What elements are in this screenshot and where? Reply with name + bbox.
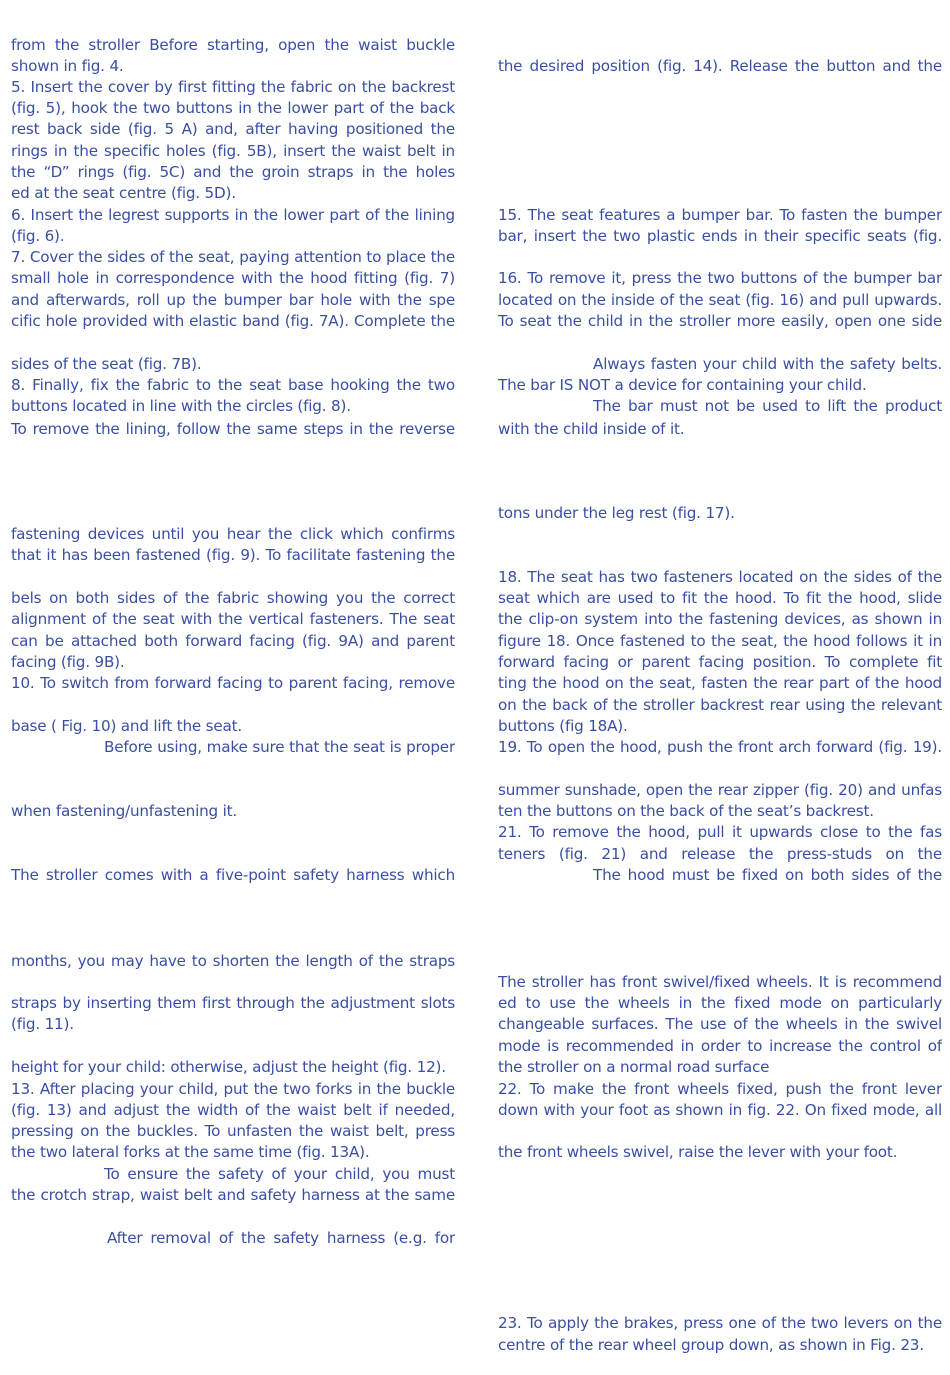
text-line: centre of the rear wheel group down, as shown in Fig. 23. [498,1336,924,1354]
text-line: 10. To switch from forward facing to parent facing, remove [11,674,455,692]
text-line: bels on both sides of the fabric showing you the correct [11,589,455,607]
text-line: buttons (fig 18A). [498,717,628,735]
text-line: the stroller on a normal road surface [498,1058,770,1076]
text-line: tons under the leg rest (fig. 17). [498,504,735,522]
text-line: alignment of the seat with the vertical fasteners. The seat [11,610,455,628]
text-line: ten the buttons on the back of the seat’s backrest. [498,802,874,820]
text-line: mode is recommended in order to increase the control of [498,1037,942,1055]
warning-line: Always fasten your child with the safety belts. [593,355,942,373]
text-line: 19. To open the hood, push the front arch forward (fig. 19). [498,738,942,756]
text-line: the clip-on system into the fastening devices, as shown in [498,610,942,628]
text-line: seat which are used to fit the hood. To fit the hood, slide [498,589,942,607]
text-line: (fig. 13) and adjust the width of the waist belt if needed, [11,1101,455,1119]
text-line: cific hole provided with elastic band (fig. 7A). Complete the [11,312,455,330]
text-line: The stroller has front swivel/fixed wheels. It is recommend [498,973,942,991]
text-line: 5. Insert the cover by first fitting the fabric on the backrest [11,78,455,96]
text-line: (fig. 6). [11,227,65,245]
text-line: ed at the seat centre (fig. 5D). [11,184,236,202]
warning-line: To ensure the safety of your child, you must [104,1165,455,1183]
text-line: figure 18. Once fastened to the seat, the hood follows it in [498,632,942,650]
text-line: can be attached both forward facing (fig. 9A) and parent [11,632,455,650]
text-line: months, you may have to shorten the length of the straps [11,952,455,970]
text-line: the two lateral forks at the same time (fig. 13A). [11,1143,370,1161]
text-line: with the child inside of it. [498,420,685,438]
text-line: To remove the lining, follow the same steps in the reverse [11,420,455,438]
text-line: the front wheels swivel, raise the lever with your foot. [498,1143,898,1161]
text-line: when fastening/unfastening it. [11,802,237,820]
text-line: 18. The seat has two fasteners located on the sides of the [498,568,942,586]
warning-line: The bar must not be used to lift the product [593,397,942,415]
text-line: on the back of the stroller backrest rear using the relevant [498,696,942,714]
text-line: buttons located in line with the circles (fig. 8). [11,397,351,415]
text-line: 21. To remove the hood, pull it upwards close to the fas [498,823,942,841]
text-line: shown in fig. 4. [11,57,124,75]
text-line: facing (fig. 9B). [11,653,125,671]
warning-line: After removal of the safety harness (e.g. for [107,1229,455,1247]
text-line: pressing on the buckles. To unfasten the waist belt, press [11,1122,455,1140]
text-line: bar, insert the two plastic ends in their specific seats (fig. [498,227,942,245]
text-line: (fig. 11). [11,1015,74,1033]
text-line: changeable surfaces. The use of the wheels in the swivel [498,1015,942,1033]
text-line: 8. Finally, fix the fabric to the seat base hooking the two [11,376,455,394]
text-line: base ( Fig. 10) and lift the seat. [11,717,243,735]
text-line: the desired position (fig. 14). Release the button and the [498,57,942,75]
text-line: teners (fig. 21) and release the press-studs on the [498,845,942,863]
warning-line: Before using, make sure that the seat is proper [104,738,455,756]
text-line: forward facing or parent facing position. To complete fit [498,653,942,671]
text-line: 15. The seat features a bumper bar. To fasten the bumper [498,206,942,224]
text-line: ting the hood on the seat, fasten the rear part of the hood [498,674,942,692]
text-line: (fig. 5), hook the two buttons in the lower part of the back [11,99,455,117]
warning-line: The hood must be fixed on both sides of the [593,866,942,884]
text-line: The stroller comes with a five-point safety harness which [11,866,455,884]
text-line: small hole in correspondence with the hood fitting (fig. 7) [11,269,455,287]
text-line: 16. To remove it, press the two buttons of the bumper bar [498,269,942,287]
text-line: the “D” rings (fig. 5C) and the groin straps in the holes [11,163,455,181]
text-line: that it has been fastened (fig. 9). To facilitate fastening the [11,546,455,564]
text-line: fastening devices until you hear the click which confirms [11,525,455,543]
text-line: from the stroller Before starting, open the waist buckle [11,36,455,54]
text-line: ed to use the wheels in the fixed mode on particularly [498,994,942,1012]
text-line: and afterwards, roll up the bumper bar hole with the spe [11,291,455,309]
text-line: 6. Insert the legrest supports in the lower part of the lining [11,206,455,224]
text-line: 7. Cover the sides of the seat, paying attention to place the [11,248,455,266]
text-line: 23. To apply the brakes, press one of the two levers on the [498,1314,942,1332]
text-line: straps by inserting them first through the adjustment slots [11,994,455,1012]
text-line: summer sunshade, open the rear zipper (fig. 20) and unfas [498,781,942,799]
text-line: 13. After placing your child, put the two forks in the buckle [11,1080,455,1098]
text-line: located on the inside of the seat (fig. 16) and pull upwards. [498,291,942,309]
text-line: The bar IS NOT a device for containing your child. [498,376,867,394]
text-line: height for your child: otherwise, adjust the height (fig. 12). [11,1058,446,1076]
text-line: 22. To make the front wheels fixed, push the front lever [498,1080,942,1098]
text-line: rings in the specific holes (fig. 5B), insert the waist belt in [11,142,455,160]
text-line: the crotch strap, waist belt and safety harness at the same [11,1186,455,1204]
text-line: rest back side (fig. 5 A) and, after having positioned the [11,120,455,138]
text-line: To seat the child in the stroller more easily, open one side [498,312,942,330]
text-line: down with your foot as shown in fig. 22. On fixed mode, all [498,1101,942,1119]
text-line: sides of the seat (fig. 7B). [11,355,202,373]
